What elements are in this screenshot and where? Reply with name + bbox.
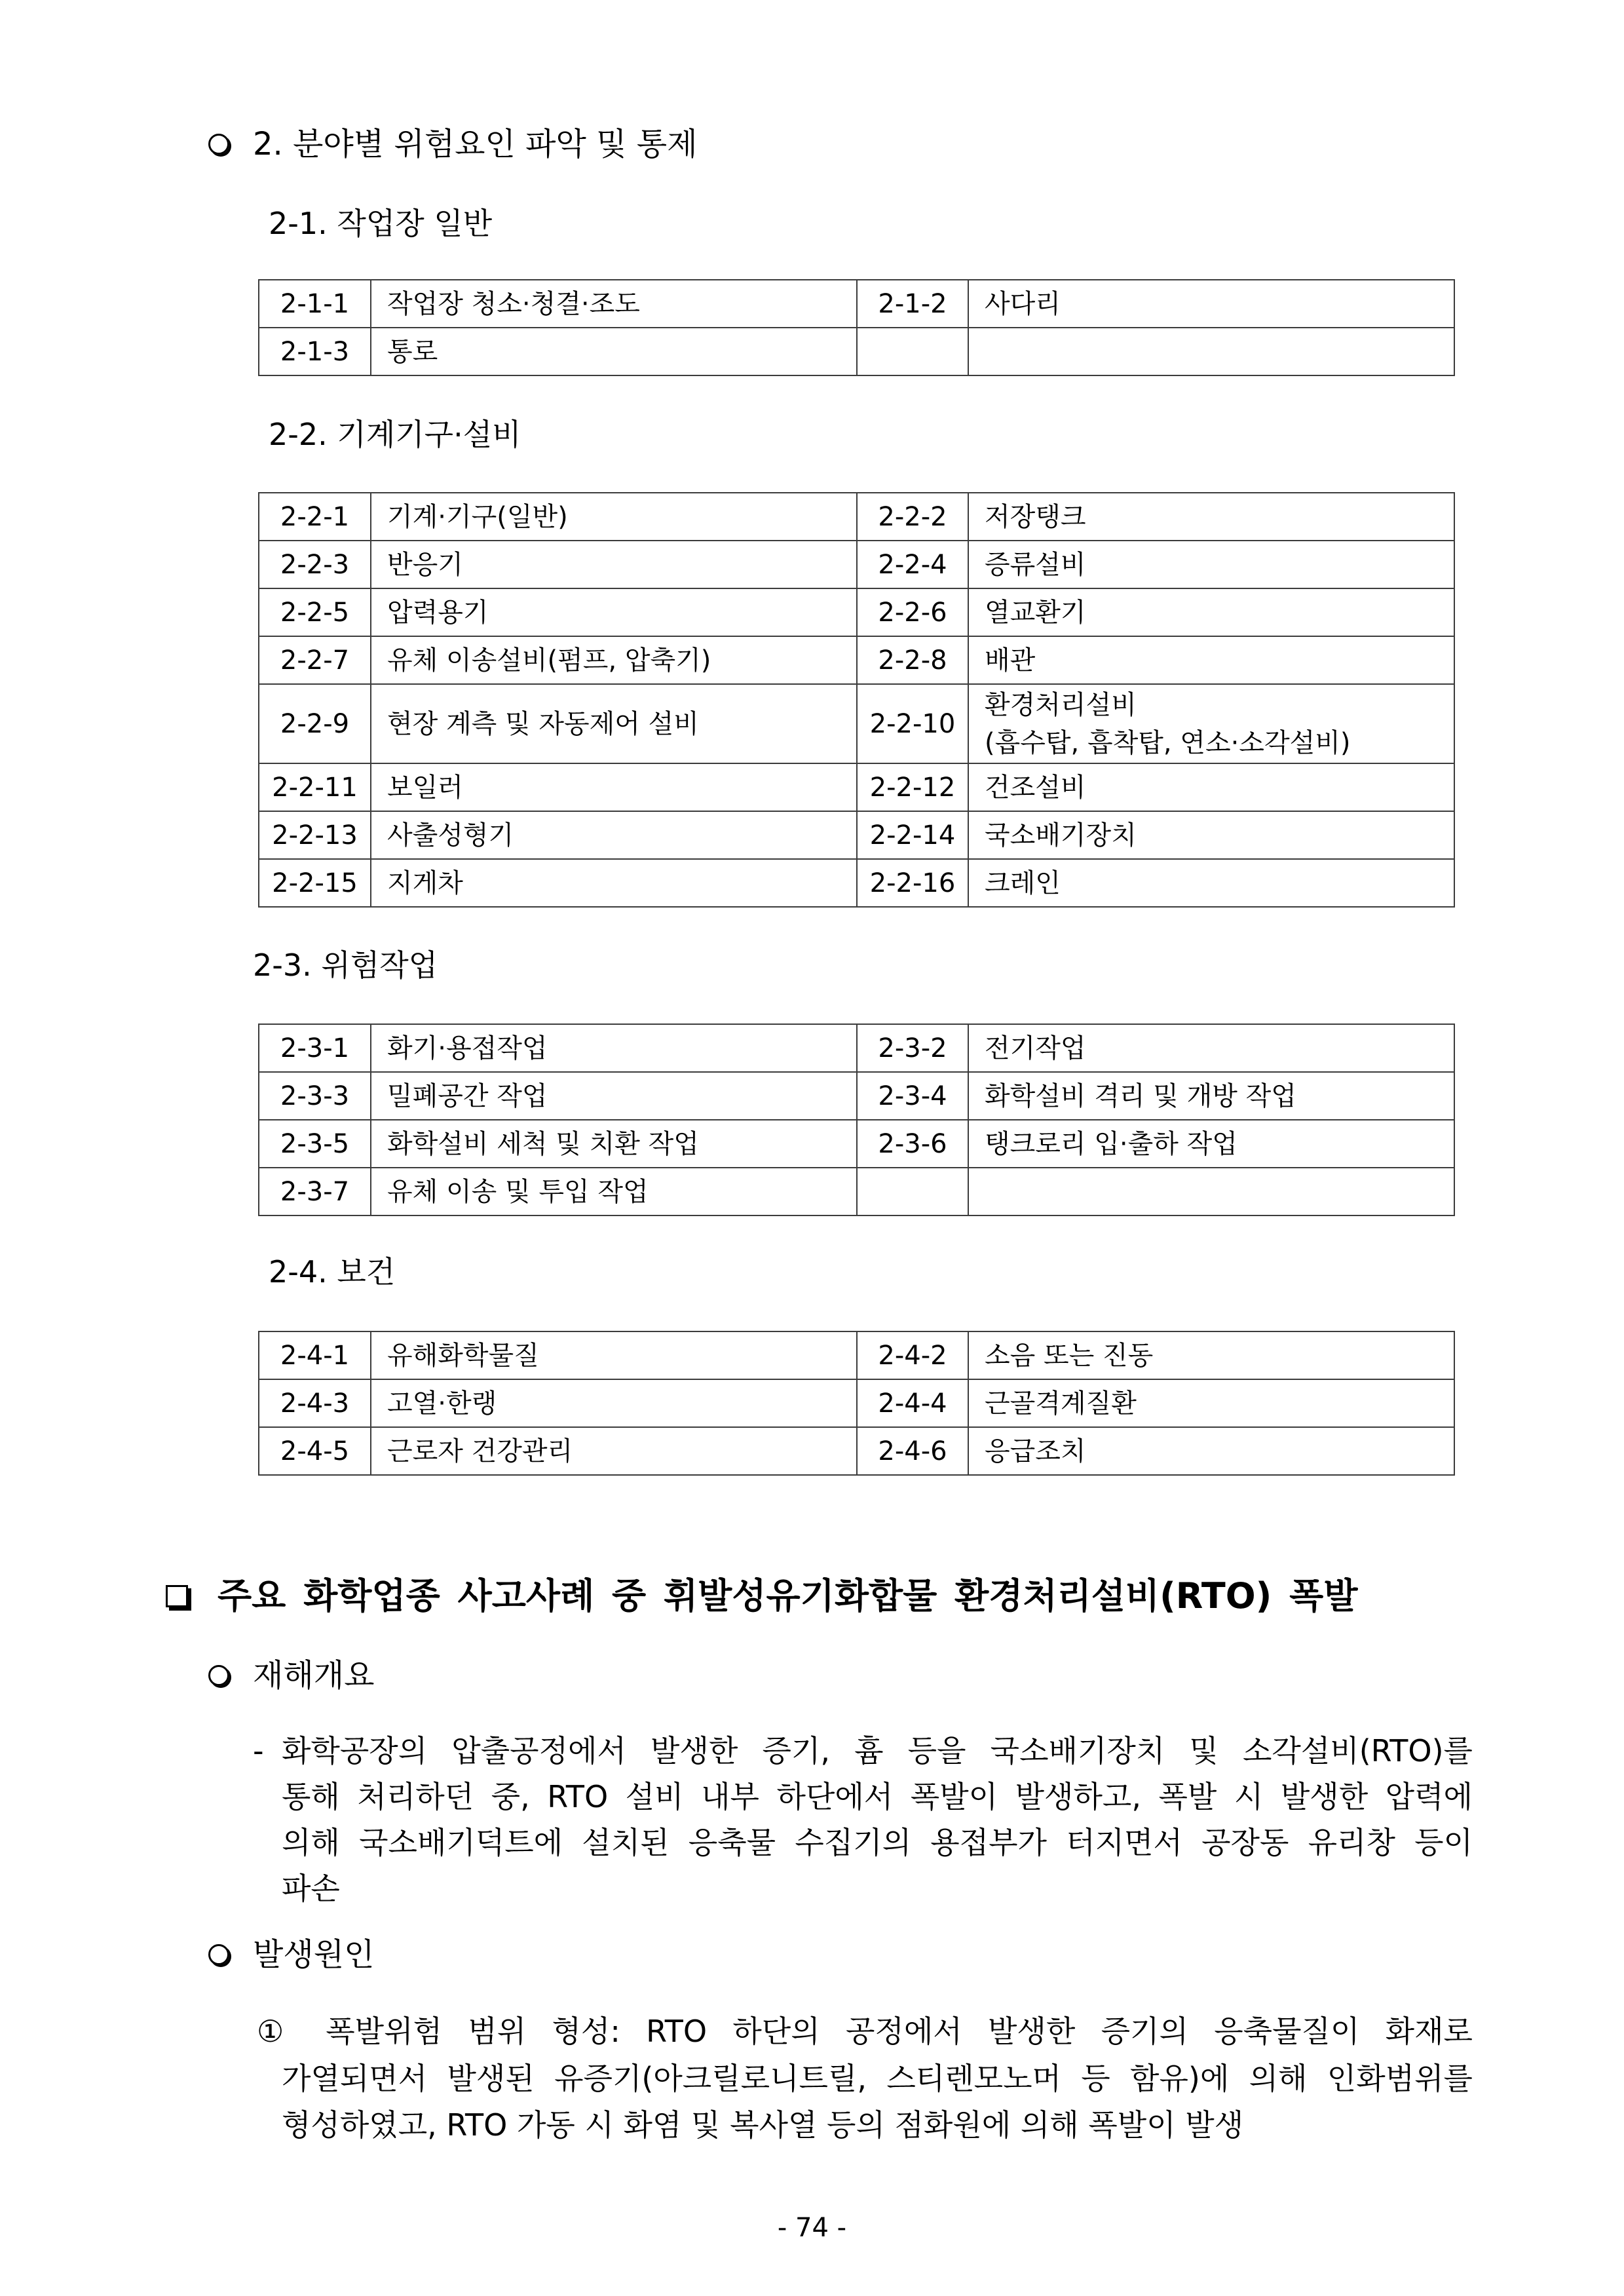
item-name: 현장 계측 및 자동제어 설비 <box>371 684 857 763</box>
item-name: 유체 이송설비(펌프, 압축기) <box>371 636 857 684</box>
item-code: 2-2-2 <box>857 493 968 541</box>
paragraph-line: 파손 <box>282 1871 340 1906</box>
table-row <box>259 280 1454 328</box>
table-row <box>259 493 1454 541</box>
item-name: 응급조치 <box>968 1427 1454 1475</box>
table-row <box>259 859 1454 907</box>
item-name: 탱크로리 입·출하 작업 <box>968 1120 1454 1168</box>
table-row <box>259 1024 1454 1072</box>
item-code: 2-3-5 <box>259 1120 371 1168</box>
item-name: 근로자 건강관리 <box>371 1427 857 1475</box>
table-row <box>259 684 1454 763</box>
item-name: 보일러 <box>371 763 857 811</box>
cause-heading <box>208 1935 374 1974</box>
subsection-title: 2-3. 위험작업 <box>253 947 438 983</box>
overview-label: 재해개요 <box>253 1657 375 1694</box>
item-code: 2-2-15 <box>259 859 371 907</box>
item-code: 2-2-12 <box>857 763 968 811</box>
table-row <box>259 1120 1454 1168</box>
item-code: 2-4-2 <box>857 1331 968 1379</box>
item-code: 2-4-5 <box>259 1427 371 1475</box>
item-code: 2-1-3 <box>259 328 371 375</box>
accident-case-heading-text: 주요 화학업종 사고사례 중 휘발성유기화합물 환경처리설비(RTO) 폭발 <box>217 1575 1358 1617</box>
overview-dash-marker: - <box>253 1733 264 1769</box>
item-name: 저장탱크 <box>968 493 1454 541</box>
overview-paragraph <box>282 1728 1473 1911</box>
item-code: 2-2-9 <box>259 684 371 763</box>
item-code: 2-3-7 <box>259 1168 371 1215</box>
item-name: 기계·기구(일반) <box>371 493 857 541</box>
item-name: 통로 <box>371 328 857 375</box>
section-heading <box>208 124 698 164</box>
table-row <box>259 763 1454 811</box>
item-code: 2-2-10 <box>857 684 968 763</box>
item-name: 고열·한랭 <box>371 1379 857 1427</box>
cause-label: 발생원인 <box>253 1936 375 1973</box>
item-name: 소음 또는 진동 <box>968 1331 1454 1379</box>
subsection-title: 2-2. 기계기구·설비 <box>269 417 521 452</box>
paragraph-line: 가열되면서 발생된 유증기(아크릴로니트릴, 스티렌모노머 등 함유)에 의해 인화범위를 <box>282 2061 1473 2096</box>
square-bullet-icon <box>166 1585 188 1607</box>
item-name: 작업장 청소·청결·조도 <box>371 280 857 328</box>
table-row <box>259 1168 1454 1215</box>
item-name: 열교환기 <box>968 588 1454 636</box>
accident-case-heading <box>166 1576 1357 1617</box>
table-row <box>259 328 1454 375</box>
item-code: 2-2-14 <box>857 811 968 859</box>
table-row <box>259 1331 1454 1379</box>
item-code: 2-2-3 <box>259 541 371 588</box>
item-code: 2-2-1 <box>259 493 371 541</box>
paragraph-line <box>257 2008 1473 2055</box>
item-name: 배관 <box>968 636 1454 684</box>
empty-cell <box>857 1168 968 1215</box>
item-name: 전기작업 <box>968 1024 1454 1072</box>
item-code: 2-2-7 <box>259 636 371 684</box>
table-workplace-general <box>258 279 1455 376</box>
paragraph-line: 형성하였고, RTO 가동 시 화염 및 복사열 등의 점화원에 의해 폭발이 발생 <box>282 2107 1244 2143</box>
item-name: 화학설비 격리 및 개방 작업 <box>968 1072 1454 1120</box>
circle-bullet-icon <box>208 1944 229 1965</box>
item-code: 2-4-1 <box>259 1331 371 1379</box>
item-name: 크레인 <box>968 859 1454 907</box>
item-name: 반응기 <box>371 541 857 588</box>
table-health <box>258 1331 1455 1476</box>
paragraph-line: 통해 처리하던 중, RTO 설비 내부 하단에서 폭발이 발생하고, 폭발 시 발생한 압력에 <box>282 1779 1473 1814</box>
item-code: 2-1-1 <box>259 280 371 328</box>
item-name: 건조설비 <box>968 763 1454 811</box>
table-row <box>259 636 1454 684</box>
section-heading-text: 2. 분야별 위험요인 파악 및 통제 <box>253 126 698 163</box>
item-code: 2-2-5 <box>259 588 371 636</box>
table-row <box>259 588 1454 636</box>
table-hazardous-work <box>258 1024 1455 1216</box>
item-name: 유체 이송 및 투입 작업 <box>371 1168 857 1215</box>
item-code: 2-2-16 <box>857 859 968 907</box>
paragraph-line: 화학공장의 압출공정에서 발생한 증기, 흄 등을 국소배기장치 및 소각설비(RTO)를 <box>282 1733 1473 1769</box>
item-name: 사다리 <box>968 280 1454 328</box>
item-code: 2-2-6 <box>857 588 968 636</box>
table-row <box>259 1072 1454 1120</box>
item-code: 2-3-6 <box>857 1120 968 1168</box>
page-number: - 74 - <box>777 2213 847 2243</box>
cause-number-marker: ① <box>257 2014 300 2049</box>
item-name: 지게차 <box>371 859 857 907</box>
overview-heading <box>208 1656 374 1695</box>
item-code: 2-2-13 <box>259 811 371 859</box>
item-code: 2-4-4 <box>857 1379 968 1427</box>
table-machinery-equipment <box>258 492 1455 908</box>
item-name: 화기·용접작업 <box>371 1024 857 1072</box>
empty-cell <box>968 328 1454 375</box>
subsection-title: 2-1. 작업장 일반 <box>269 206 493 241</box>
item-name: 증류설비 <box>968 541 1454 588</box>
table-row <box>259 811 1454 859</box>
item-code: 2-4-6 <box>857 1427 968 1475</box>
item-name: 압력용기 <box>371 588 857 636</box>
circle-bullet-icon <box>208 134 229 155</box>
item-name: 국소배기장치 <box>968 811 1454 859</box>
item-name: 유해화학물질 <box>371 1331 857 1379</box>
item-code: 2-3-3 <box>259 1072 371 1120</box>
subsection-title: 2-4. 보건 <box>269 1254 396 1290</box>
item-code: 2-3-2 <box>857 1024 968 1072</box>
circle-bullet-icon <box>208 1665 229 1686</box>
item-name: 환경처리설비 (흡수탑, 흡착탑, 연소·소각설비) <box>968 684 1454 763</box>
item-code: 2-4-3 <box>259 1379 371 1427</box>
table-row <box>259 1379 1454 1427</box>
table-row <box>259 541 1454 588</box>
item-name: 밀폐공간 작업 <box>371 1072 857 1120</box>
table-row <box>259 1427 1454 1475</box>
item-code: 2-1-2 <box>857 280 968 328</box>
item-name: 근골격계질환 <box>968 1379 1454 1427</box>
empty-cell <box>857 328 968 375</box>
item-code: 2-2-4 <box>857 541 968 588</box>
empty-cell <box>968 1168 1454 1215</box>
item-name: 화학설비 세척 및 치환 작업 <box>371 1120 857 1168</box>
item-code: 2-2-11 <box>259 763 371 811</box>
item-name: 사출성형기 <box>371 811 857 859</box>
cause-line-text: 폭발위험 범위 형성: RTO 하단의 공정에서 발생한 증기의 응축물질이 화재로 <box>326 2014 1473 2049</box>
paragraph-line: 의해 국소배기덕트에 설치된 응축물 수집기의 용접부가 터지면서 공장동 유리창 등이 <box>282 1825 1473 1860</box>
item-code: 2-2-8 <box>857 636 968 684</box>
item-code: 2-3-1 <box>259 1024 371 1072</box>
item-code: 2-3-4 <box>857 1072 968 1120</box>
